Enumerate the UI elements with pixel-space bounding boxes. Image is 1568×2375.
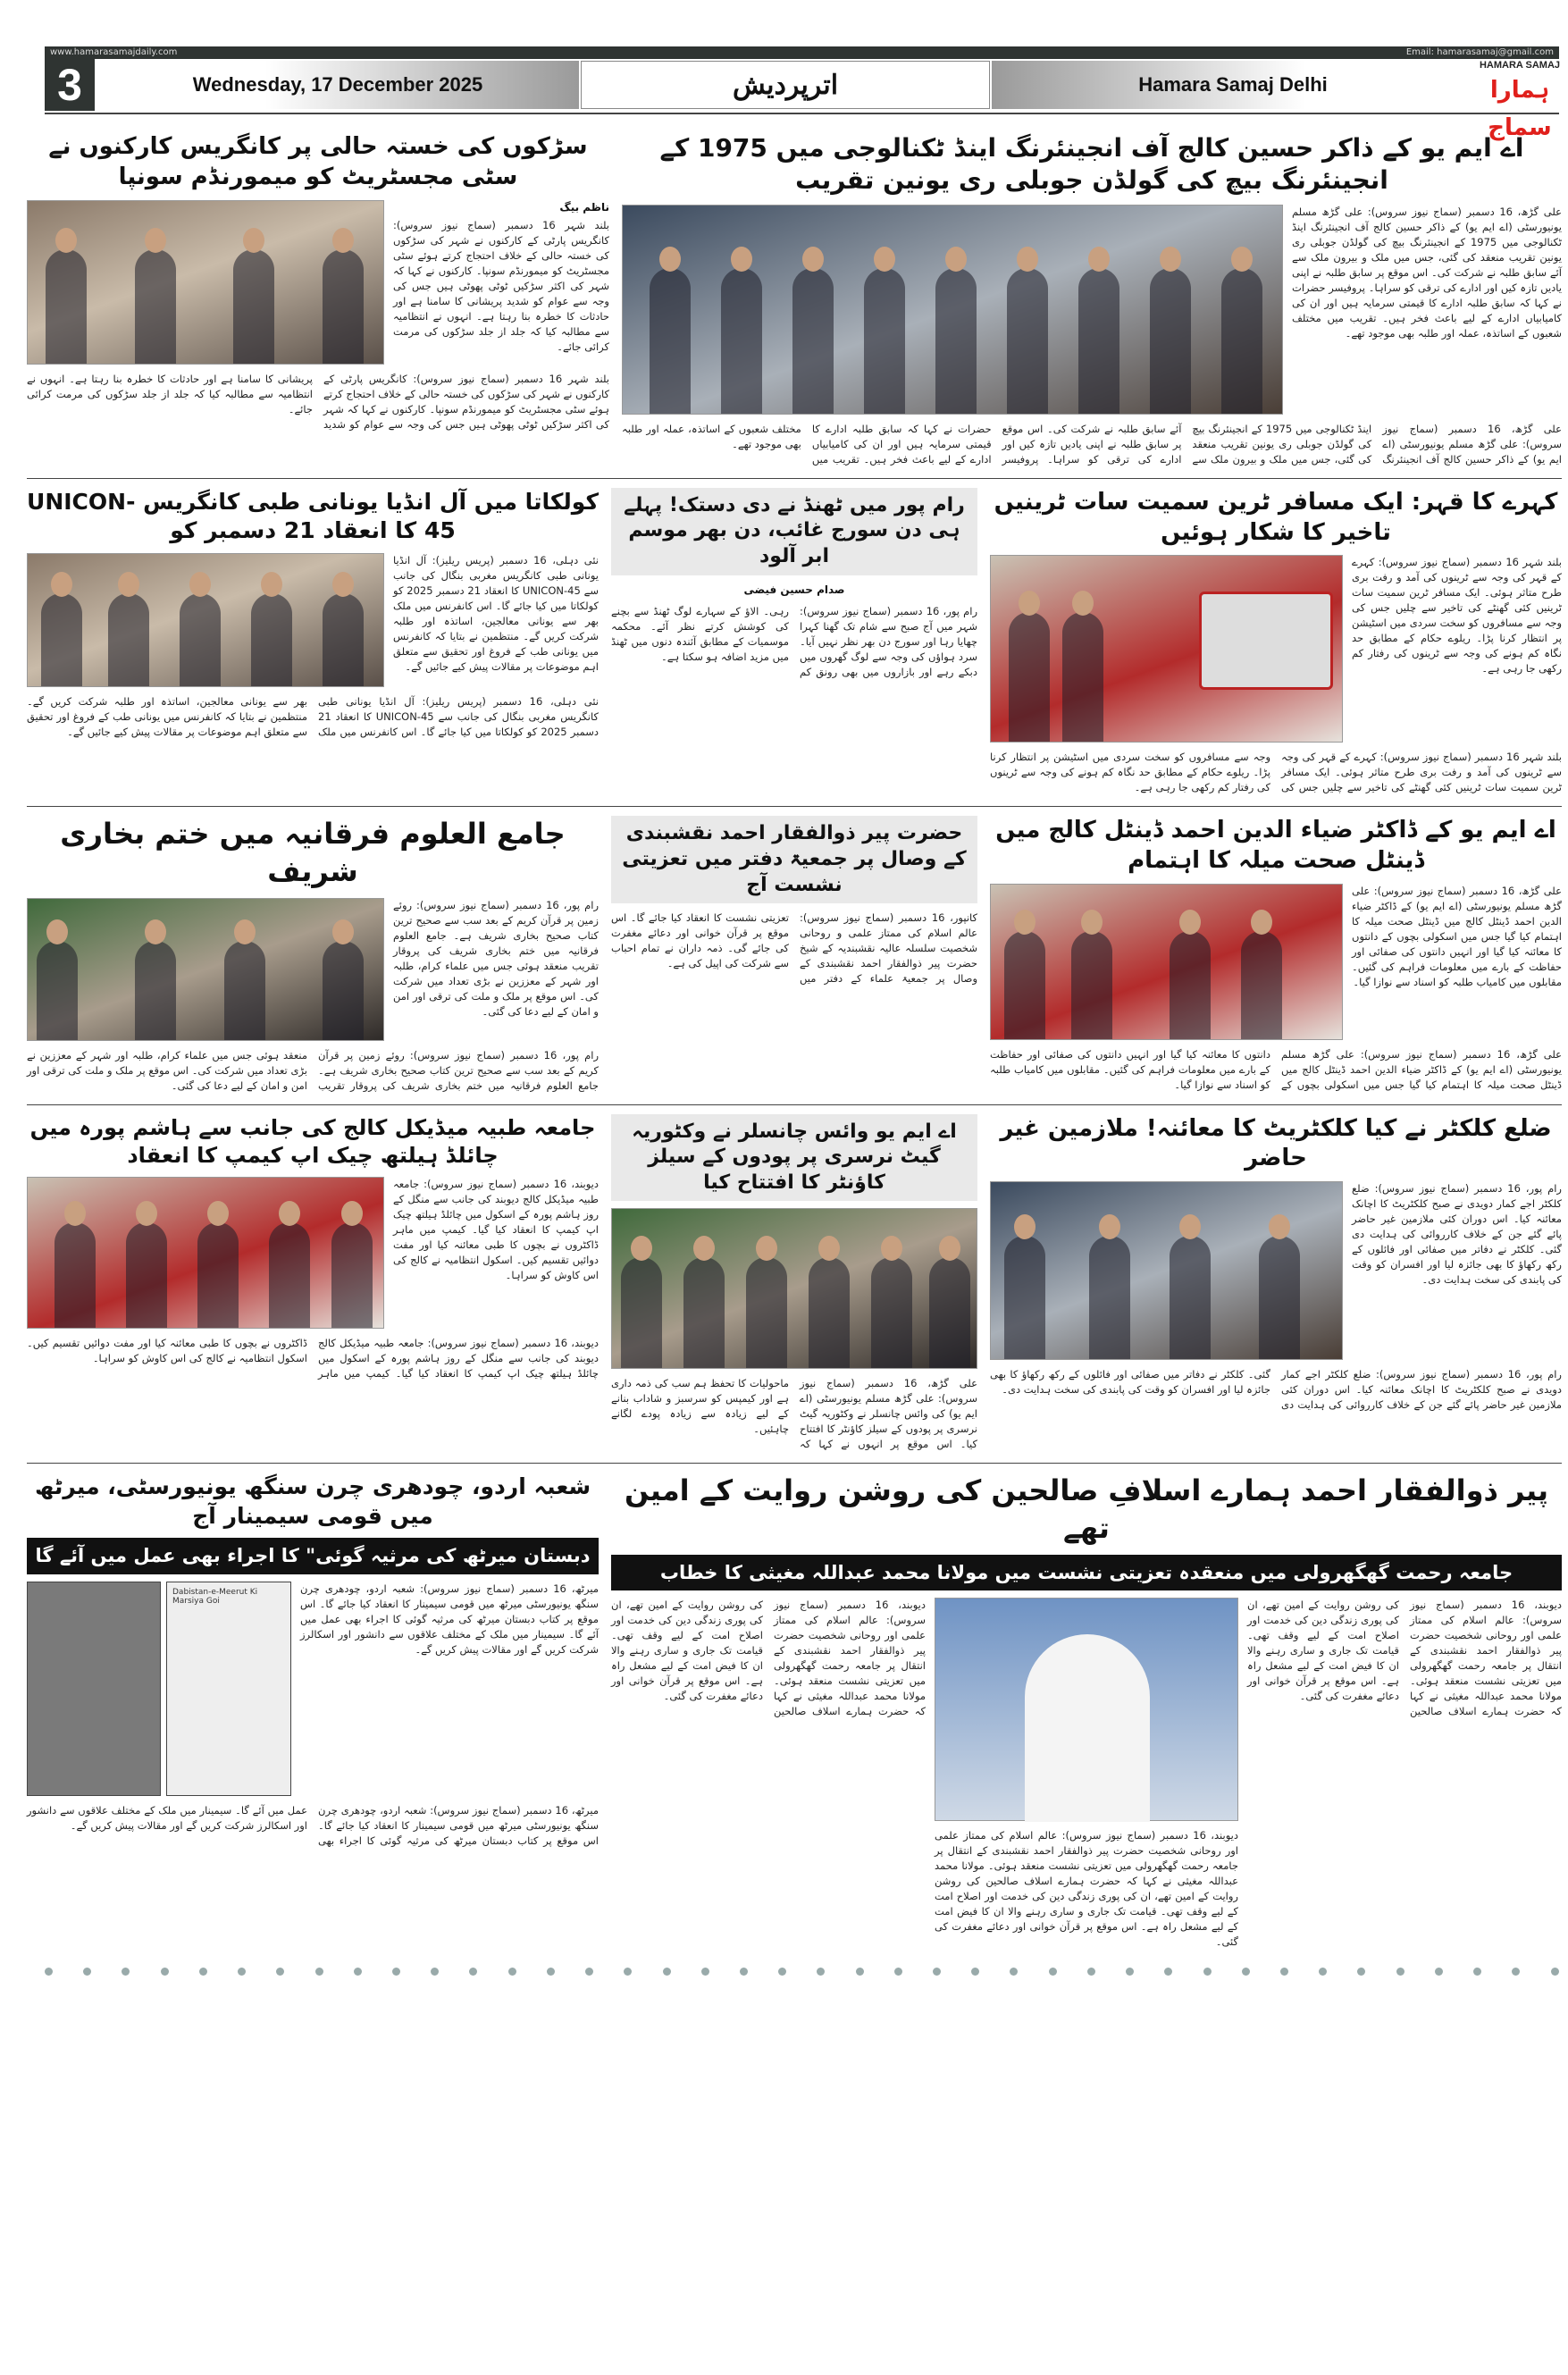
article-body: کانپور، 16 دسمبر (سماج نیوز سروس): عالم اسلام کی ممتاز علمی و روحانی شخصیت سلسلہ عالیہ نقشبندیہ کے شیخ حضرت پیر ذوالفقار احمد نقشبندی کے وصال پر جمعیۃ علماء کے دفتر میں تعزیتی نشست کا انعقاد کیا جائے گا۔ اس موقع پر قرآن خوانی اور دعائے مغفرت کی جائے گی۔ ذمہ داران نے تمام احباب سے شرکت کی اپیل کی ہے۔ [611, 911, 978, 986]
newspaper-logo: HAMARA SAMAJ ہمارا سماج [1479, 60, 1561, 141]
dental-camp-photo [990, 884, 1343, 1040]
memorandum-photo [27, 200, 384, 365]
article-body-cont: نئی دہلی، 16 دسمبر (پریس ریلیز): آل انڈیا یونانی طبی کانگریس مغربی بنگال کی جانب سے UNICON-45 کا انعقاد 21 دسمبر 2025 کو کولکاتا میں کیا جائے گا۔ اس کانفرنس میں ملک بھر سے یونانی معالجین، اساتذہ اور طلبہ شرکت کریں گے۔ منتظمین نے بتایا کہ کانفرنس میں یونانی طب کے فروغ اور تحقیق سے متعلق اہم موضوعات پر مقالات پیش کیے جائیں گے۔ [27, 694, 599, 738]
row [27, 123, 1562, 479]
article-pir-tribute [611, 1473, 1562, 1950]
nursery-inauguration-photo [611, 1208, 977, 1369]
row [27, 807, 1562, 1104]
byline: صدام حسین فیضی [743, 583, 845, 596]
article-rampur-cold [611, 488, 977, 796]
article-media [27, 553, 599, 687]
headline: شعبہ اردو، چودھری چرن سنگھ یونیورسٹی، میرٹھ میں قومی سیمینار آج [34, 1473, 591, 1529]
article-side [1247, 1598, 1562, 1719]
article-media [27, 200, 609, 365]
page-content [27, 0, 1562, 1978]
article-body-cont: رام پور، 16 دسمبر (سماج نیوز سروس): روئے زمین پر قرآن کریم کے بعد سب سے صحیح ترین کتاب صحیح بخاری شریف ہے۔ جامع العلوم فرقانیہ میں ختم بخاری شریف کی پروقار تقریب منعقد ہوئی جس میں علماء کرام، طلبہ اور شہر کے معززین نے بڑی تعداد میں شرکت کی۔ اس موقع پر ملک و ملت کی ترقی اور امن و امان کے لیے دعا کی گئی۔ [27, 1048, 599, 1092]
article-body-cont: دیوبند، 16 دسمبر (سماج نیوز سروس): عالم اسلام کی ممتاز علمی اور روحانی شخصیت حضرت پیر ذوالفقار احمد نقشبندی کے انتقال پر جامعہ رحمت گھگھرولی میں تعزیتی نشست منعقد ہوئی۔ مولانا محمد عبداللہ مغیثی نے کہا کہ حضرت ہمارے اسلاف صالحین کی روشن روایت کے امین تھے، ان کی پوری زندگی دین کی خدمت اور اصلاح امت کے لیے وقف تھی۔ قیامت تک جاری و ساری رہنے والا ان کا فیض امت کے لیے مشعل راہ ہے۔ اس موقع پر قرآن خوانی اور دعائے مغفرت کی گئی۔ [935, 1828, 1238, 1948]
bukhari-photo [27, 898, 384, 1041]
article-media [622, 205, 1562, 415]
article-amu-reunion [622, 132, 1562, 467]
article-side [611, 1598, 926, 1719]
headline: پیر ذوالفقار احمد ہمارے اسلافِ صالحین کی روشن روایت کے امین تھے [624, 1473, 1549, 1545]
headline: کولکاتا میں آل انڈیا یونانی طبی کانگریس UNICON-45 کا انعقاد 21 دسمبر کو [27, 488, 599, 544]
article-body-cont: دیوبند، 16 دسمبر (سماج نیوز سروس): عالم اسلام کی ممتاز علمی اور روحانی شخصیت حضرت پیر ذوالفقار احمد نقشبندی کے انتقال پر جامعہ رحمت گھگھرولی میں تعزیتی نشست منعقد ہوئی۔ مولانا محمد عبداللہ مغیثی نے کہا کہ حضرت ہمارے اسلاف صالحین کی روشن روایت کے امین تھے، ان کی پوری زندگی دین کی خدمت اور اصلاح امت کے لیے وقف تھی۔ قیامت تک جاری و ساری رہنے والا ان کا فیض امت کے لیے مشعل راہ ہے۔ اس موقع پر قرآن خوانی اور دعائے مغفرت کی گئی۔ [611, 1598, 926, 1717]
row [27, 1464, 1562, 1960]
article-body: نئی دہلی، 16 دسمبر (پریس ریلیز): آل انڈیا یونانی طبی کانگریس مغربی بنگال کی جانب سے UNICON-45 کا انعقاد 21 دسمبر 2025 کو کولکاتا میں کیا جائے گا۔ اس کانفرنس میں ملک بھر سے یونانی معالجین، اساتذہ اور طلبہ شرکت کریں گے۔ منتظمین نے بتایا کہ کانفرنس میں یونانی طب کے فروغ اور تحقیق سے متعلق اہم موضوعات پر مقالات پیش کیے جائیں گے۔ [393, 553, 599, 673]
headline: اے ایم یو کے ڈاکٹر ضیاء الدین احمد ڈینٹل کالج میں ڈینٹل صحت میلہ کا اہتمام [995, 817, 1556, 875]
article-side [1352, 555, 1562, 676]
article-media [27, 1582, 599, 1796]
headline: ضلع کلکٹر نے کیا کلکٹریٹ کا معائنہ! ملازمین غیر حاضر [1000, 1114, 1552, 1172]
article-body: رام پور، 16 دسمبر (سماج نیوز سروس): ضلع کلکٹر اجے کمار دویدی نے صبح کلکٹریٹ کا اچانک معائنہ کیا۔ اس دوران کئی ملازمین غیر حاضر پائے گئے جن کے خلاف کارروائی کی ہدایت دی گئی۔ کلکٹر نے دفاتر میں صفائی اور فائلوں کے رکھ رکھاؤ کا بھی جائزہ لیا اور افسران کو وقت کی پابندی کی سخت ہدایت دی۔ [1352, 1182, 1562, 1287]
article-nursery [611, 1114, 977, 1453]
book-title: Dabistan-e-Meerut Ki Marsiya Goi [172, 1587, 258, 1606]
article-dental-camp [990, 816, 1562, 1093]
article-side [300, 1582, 599, 1657]
article-media [27, 1177, 599, 1329]
portrait-photo [935, 1598, 1238, 1821]
article-body: دیوبند، 16 دسمبر (سماج نیوز سروس): عالم اسلام کی ممتاز علمی اور روحانی شخصیت حضرت پیر ذوالفقار احمد نقشبندی کے انتقال پر جامعہ رحمت گھگھرولی میں تعزیتی نشست منعقد ہوئی۔ مولانا محمد عبداللہ مغیثی نے کہا کہ حضرت ہمارے اسلاف صالحین کی روشن روایت کے امین تھے، ان کی پوری زندگی دین کی خدمت اور اصلاح امت کے لیے وقف تھی۔ قیامت تک جاری و ساری رہنے والا ان کا فیض امت کے لیے مشعل راہ ہے۔ اس موقع پر قرآن خوانی اور دعائے مغفرت کی گئی۔ [1247, 1598, 1562, 1717]
article-body-cont: علی گڑھ، 16 دسمبر (سماج نیوز سروس): علی گڑھ مسلم یونیورسٹی (اے ایم یو) کے ڈاکٹر ضیاء الدین احمد ڈینٹل کالج میں ڈینٹل صحت میلہ کا اہتمام کیا گیا جس میں اسکولی بچوں کے دانتوں کا معائنہ کیا گیا اور انہیں دانتوں کی صفائی اور حفاظت کے بارے میں معلومات فراہم کی گئیں۔ مقابلوں میں کامیاب طلبہ کو اسناد سے نوازا گیا۔ [990, 1047, 1562, 1091]
article-body: بلند شہر 16 دسمبر (سماج نیوز سروس): کہرے کے قہر کی وجہ سے ٹرینوں کی آمد و رفت بری طرح متاثر ہوئی۔ ایک مسافر ٹرین سمیت سات ٹرینیں کئی گھنٹے کی تاخیر سے چلیں جس کی وجہ سے مسافروں کو سخت سردی میں اسٹیشن پر انتظار کرنا پڑا۔ ریلوے حکام کے مطابق حد نگاہ کم ہونے کی وجہ سے ٹرینوں کی رفتار کم رکھی جا رہی ہے۔ [1352, 556, 1563, 676]
subheadline: دبستان میرٹھ کی مرثیہ گوئی" کا اجراء بھی عمل میں آئے گا [27, 1538, 599, 1574]
row [27, 479, 1562, 808]
headline: سڑکوں کی خستہ حالی پر کانگریس کارکنوں نے سٹی مجسٹریٹ کو میمورنڈم سونپا [48, 133, 588, 190]
article-body-cont: بلند شہر 16 دسمبر (سماج نیوز سروس): کہرے کے قہر کی وجہ سے ٹرینوں کی آمد و رفت بری طرح متاثر ہوئی۔ ایک مسافر ٹرین سمیت سات ٹرینیں کئی گھنٹے کی تاخیر سے چلیں جس کی وجہ سے مسافروں کو سخت سردی میں اسٹیشن پر انتظار کرنا پڑا۔ ریلوے حکام کے مطابق حد نگاہ کم ہونے کی وجہ سے ٹرینوں کی رفتار کم رکھی جا رہی ہے۔ [990, 751, 1563, 794]
article-condolence [611, 816, 977, 1093]
article-side [1292, 205, 1562, 341]
byline: ناظم بیگ [559, 200, 609, 214]
collector-inspection-photo [990, 1181, 1343, 1360]
page-number: 3 [45, 59, 95, 111]
headline: رام پور میں ٹھنڈ نے دی دستک! پہلے ہی دن سورج غائب، دن بھر موسم ابر آلود [611, 488, 977, 575]
article-collector [990, 1114, 1562, 1453]
article-media [611, 1598, 1562, 1950]
article-body: میرٹھ، 16 دسمبر (سماج نیوز سروس): شعبہ اردو، چودھری چرن سنگھ یونیورسٹی میرٹھ میں قومی سیمینار کا انعقاد کیا جائے گا۔ اس موقع پر کتاب دبستان میرٹھ کی مرثیہ گوئی کا اجراء بھی عمل میں آئے گا۔ سیمینار میں ملک کے مختلف علاقوں سے دانشور اور اسکالرز شرکت کریں گے اور مقالات پیش کریں گے۔ [300, 1582, 600, 1656]
article-body-cont: بلند شہر 16 دسمبر (سماج نیوز سروس): کانگریس پارٹی کے کارکنوں نے شہر کی سڑکوں کی خستہ حالی کے خلاف احتجاج کرتے ہوئے سٹی مجسٹریٹ کو میمورنڈم سونپا۔ کارکنوں نے کہا کہ شہر کی اکثر سڑکیں ٹوٹی پھوٹی ہیں جس کی وجہ سے عوام کو شدید پریشانی کا سامنا ہے اور حادثات کا خطرہ بنا رہتا ہے۔ انہوں نے انتظامیہ سے مطالبہ کیا کہ جلد از جلد سڑکوں کی مرمت کرائی جائے۔ [27, 372, 609, 431]
article-fog-trains [990, 488, 1562, 796]
article-body-cont: میرٹھ، 16 دسمبر (سماج نیوز سروس): شعبہ اردو، چودھری چرن سنگھ یونیورسٹی میرٹھ میں قومی سیمینار کا انعقاد کیا جائے گا۔ اس موقع پر کتاب دبستان میرٹھ کی مرثیہ گوئی کا اجراء بھی عمل میں آئے گا۔ سیمینار میں ملک کے مختلف علاقوں سے دانشور اور اسکالرز شرکت کریں گے اور مقالات پیش کریں گے۔ [27, 1803, 599, 1847]
article-seminar [27, 1473, 599, 1950]
article-media [990, 1181, 1562, 1360]
headline: حضرت پیر ذوالفقار احمد نقشبندی کے وصال پر جمعیۃ دفتر میں تعزیتی نشست آج [611, 816, 977, 903]
article-body: بلند شہر 16 دسمبر (سماج نیوز سروس): کانگریس پارٹی کے کارکنوں نے شہر کی سڑکوں کی خستہ حالی کے خلاف احتجاج کرتے ہوئے سٹی مجسٹریٹ کو میمورنڈم سونپا۔ کارکنوں نے کہا کہ شہر کی اکثر سڑکیں ٹوٹی پھوٹی ہیں جس کی وجہ سے عوام کو شدید پریشانی کا سامنا ہے اور حادثات کا خطرہ بنا رہتا ہے۔ انہوں نے انتظامیہ سے مطالبہ کیا کہ جلد از جلد سڑکوں کی مرمت کرائی جائے۔ [393, 218, 610, 353]
article-media [27, 898, 599, 1041]
article-side [1352, 1181, 1562, 1288]
article-body-cont: دیوبند، 16 دسمبر (سماج نیوز سروس): جامعہ طبیہ میڈیکل کالج دیوبند کی جانب سے منگل کے روز ہاشم پورہ کے اسکول میں چائلڈ ہیلتھ چیک اپ کیمپ کا انعقاد کیا گیا۔ کیمپ میں ماہر ڈاکٹروں نے بچوں کا طبی معائنہ کیا اور مفت دوائیں تقسیم کیں۔ اسکول انتظامیہ نے کالج کی اس کاوش کو سراہا۔ [27, 1336, 599, 1380]
headline: اے ایم یو وائس چانسلر نے وکٹوریہ گیٹ نرسری پر پودوں کے سیلز کاؤنٹر کا افتتاح کیا [611, 1114, 977, 1202]
article-media [990, 884, 1562, 1040]
health-camp-photo [27, 1177, 384, 1329]
article-body: علی گڑھ، 16 دسمبر (سماج نیوز سروس): علی گڑھ مسلم یونیورسٹی (اے ایم یو) کی وائس چانسلر نے وکٹوریہ گیٹ نرسری پر پودوں کے سیلز کاؤنٹر کا افتتاح کیا۔ اس موقع پر انہوں نے کہا کہ ماحولیات کا تحفظ ہم سب کی ذمہ داری ہے اور کیمپس کو سرسبز و شاداب بنانے کے لیے زیادہ سے زیادہ پودے لگانے چاہئیں۔ [611, 1377, 977, 1451]
section-title: اترپردیش [581, 61, 990, 109]
headline: جامع العلوم فرقانیہ میں ختم بخاری شریف [60, 817, 566, 888]
row [27, 1105, 1562, 1464]
headline: کہرے کا قہر: ایک مسافر ٹرین سمیت سات ٹرینیں تاخیر کا شکار ہوئیں [994, 488, 1558, 546]
book-back-cover [166, 1582, 291, 1796]
article-body-cont: علی گڑھ، 16 دسمبر (سماج نیوز سروس): علی گڑھ مسلم یونیورسٹی (اے ایم یو) کے ذاکر حسین کالج آف انجینئرنگ اینڈ ٹکنالوجی میں 1975 کے انجینئرنگ بیچ کی گولڈن جوبلی ری یونین تقریب منعقد کی گئی، جس میں ملک و بیرون ملک سے آئے سابق طلبہ نے شرکت کی۔ اس موقع پر سابق طلبہ نے اپنی یادیں تازہ کیں اور ادارے کی ترقی کو سراہا۔ پروفیسر حضرات نے کہا کہ سابق طلبہ ادارے کا قیمتی سرمایہ ہیں اور ان کی کامیابیاں ادارے کے لیے باعث فخر ہیں۔ تقریب میں مختلف شعبوں کے اساتذہ، عملہ اور طلبہ بھی موجود تھے۔ [622, 422, 1562, 466]
article-body: رام پور، 16 دسمبر (سماج نیوز سروس): شہر میں آج صبح سے شام تک گھنا کہرا چھایا رہا اور سورج دن بھر نظر نہیں آیا۔ سرد ہواؤں کی وجہ سے لوگ گھروں میں دبکے رہے اور بازاروں میں بھی رونق کم رہی۔ الاؤ کے سہارے لوگ ٹھنڈ سے بچنے کی کوشش کرتے نظر آئے۔ محکمہ موسمیات کے مطابق آئندہ دنوں میں ٹھنڈ میں مزید اضافہ ہو سکتا ہے۔ [611, 604, 978, 678]
portrait-figure [1025, 1634, 1150, 1822]
date: Wednesday, 17 December 2025 [96, 61, 579, 109]
fog-train-photo [990, 555, 1343, 743]
article-body-cont: رام پور، 16 دسمبر (سماج نیوز سروس): ضلع کلکٹر اجے کمار دویدی نے صبح کلکٹریٹ کا اچانک معائنہ کیا۔ اس دوران کئی ملازمین غیر حاضر پائے گئے جن کے خلاف کارروائی کی ہدایت دی گئی۔ کلکٹر نے دفاتر میں صفائی اور فائلوں کے رکھ رکھاؤ کا بھی جائزہ لیا اور افسران کو وقت کی پابندی کی سخت ہدایت دی۔ [990, 1368, 1562, 1412]
article-body: علی گڑھ، 16 دسمبر (سماج نیوز سروس): علی گڑھ مسلم یونیورسٹی (اے ایم یو) کے ذاکر حسین کالج آف انجینئرنگ اینڈ ٹکنالوجی میں 1975 کے انجینئرنگ بیچ کی گولڈن جوبلی ری یونین تقریب منعقد کی گئی، جس میں ملک و بیرون ملک سے آئے سابق طلبہ نے شرکت کی۔ اس موقع پر سابق طلبہ نے اپنی یادیں تازہ کیں اور ادارے کی ترقی کو سراہا۔ پروفیسر حضرات نے کہا کہ سابق طلبہ ادارے کا قیمتی سرمایہ ہیں اور ان کی کامیابیاں ادارے کے لیے باعث فخر ہیں۔ تقریب میں مختلف شعبوں کے اساتذہ، عملہ اور طلبہ بھی موجود تھے۔ [1292, 205, 1562, 340]
article-side [393, 898, 599, 1020]
book-covers [27, 1582, 291, 1796]
subheadline: جامعہ رحمت گھگھرولی میں منعقدہ تعزیتی نشست میں مولانا محمد عبداللہ مغیثی کا خطاب [611, 1555, 1562, 1590]
article-roads-memo [27, 132, 609, 467]
portrait-column [935, 1598, 1238, 1950]
footer-dots [45, 1968, 1559, 1978]
email: Email: hamarasamaj@gmail.com [1405, 47, 1554, 57]
article-media [990, 555, 1562, 743]
headline: جامعہ طبیہ میڈیکل کالج کی جانب سے ہاشم پورہ میں چائلڈ ہیلتھ چیک اپ کیمپ کا انعقاد [29, 1114, 596, 1168]
article-body: علی گڑھ، 16 دسمبر (سماج نیوز سروس): علی گڑھ مسلم یونیورسٹی (اے ایم یو) کے ڈاکٹر ضیاء الدین احمد ڈینٹل کالج میں ڈینٹل صحت میلہ کا اہتمام کیا گیا جس میں اسکولی بچوں کے دانتوں کا معائنہ کیا گیا اور انہیں دانتوں کی صفائی اور حفاظت کے بارے میں معلومات فراہم کی گئیں۔ مقابلوں میں کامیاب طلبہ کو اسناد سے نوازا گیا۔ [1352, 884, 1562, 988]
article-side [393, 1177, 599, 1283]
book-cover [27, 1582, 161, 1796]
article-side [1352, 884, 1562, 990]
train-image [1199, 592, 1333, 690]
article-bukhari [27, 816, 599, 1093]
article-body: دیوبند، 16 دسمبر (سماج نیوز سروس): جامعہ طبیہ میڈیکل کالج دیوبند کی جانب سے منگل کے روز ہاشم پورہ کے اسکول میں چائلڈ ہیلتھ چیک اپ کیمپ کا انعقاد کیا گیا۔ کیمپ میں ماہر ڈاکٹروں نے بچوں کا طبی معائنہ کیا اور مفت دوائیں تقسیم کیں۔ اسکول انتظامیہ نے کالج کی اس کاوش کو سراہا۔ [393, 1177, 599, 1281]
edition: Hamara Samaj Delhi [992, 61, 1474, 109]
unicon-photo [27, 553, 384, 687]
reunion-photo [622, 205, 1283, 415]
article-side [393, 200, 609, 355]
article-health-camp [27, 1114, 599, 1453]
headline: اے ایم یو کے ذاکر حسین کالج آف انجینئرنگ اینڈ ٹکنالوجی میں 1975 کے انجینئرنگ بیچ کی گولڈن جوبلی ری یونین تقریب [659, 133, 1524, 196]
article-unicon [27, 488, 599, 796]
article-side [393, 553, 599, 675]
website: www.hamarasamajdaily.com [50, 47, 178, 57]
article-body: رام پور، 16 دسمبر (سماج نیوز سروس): روئے زمین پر قرآن کریم کے بعد سب سے صحیح ترین کتاب صحیح بخاری شریف ہے۔ جامع العلوم فرقانیہ میں ختم بخاری شریف کی پروقار تقریب منعقد ہوئی جس میں علماء کرام، طلبہ اور شہر کے معززین نے بڑی تعداد میں شرکت کی۔ اس موقع پر ملک و ملت کی ترقی اور امن و امان کے لیے دعا کی گئی۔ [393, 898, 599, 1018]
